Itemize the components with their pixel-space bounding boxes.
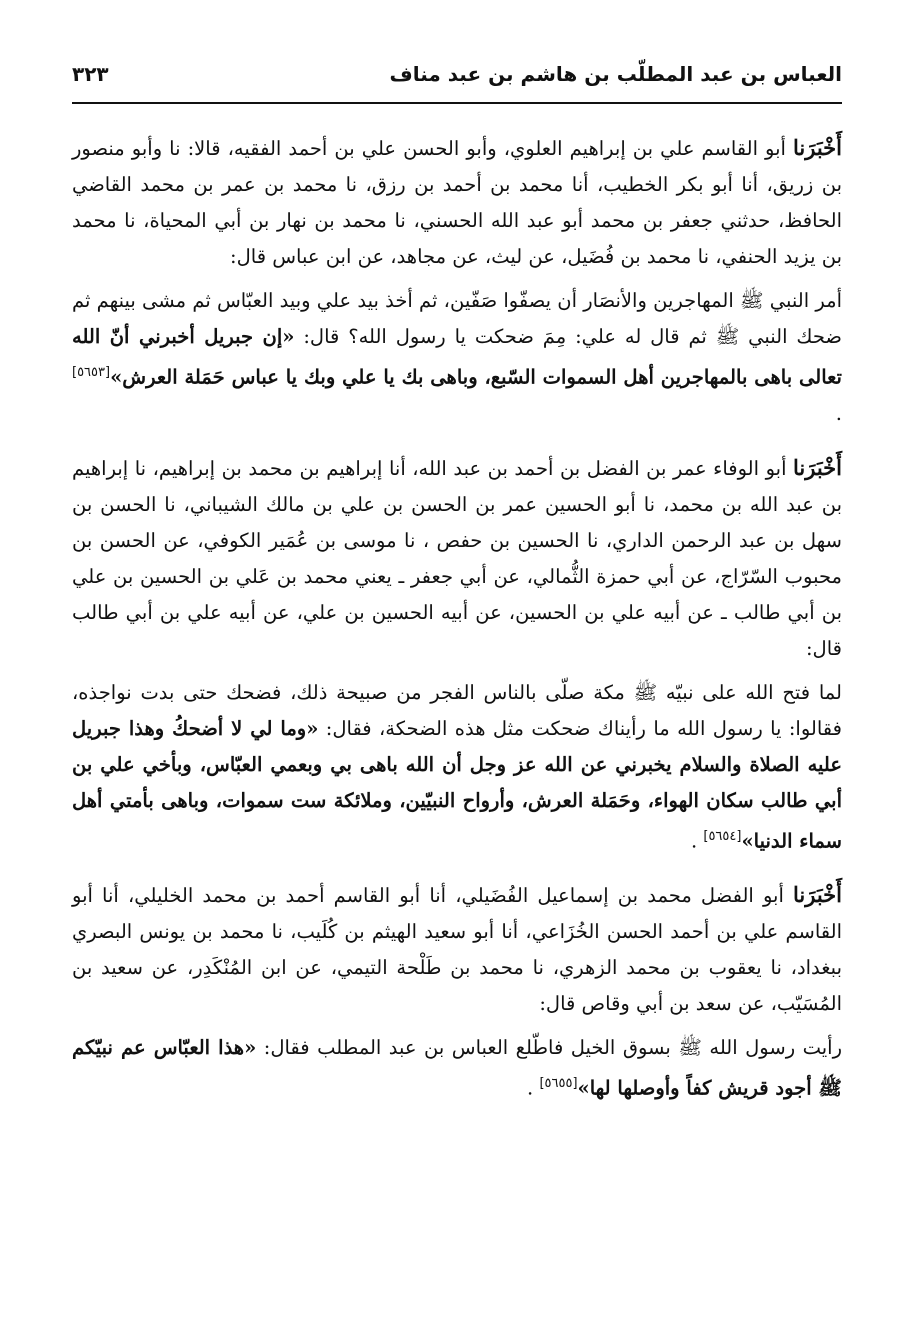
paragraph-text: أبو القاسم علي بن إبراهيم العلوي، وأبو الحسن علي بن أحمد الفقيه، قالا: نا وأبو منصور بن زريق، أنا أبو بكر الخطيب، أنا محمد بن أحمد بن رزق، نا محمد بن عمر بن محمد القاضي الحافظ، حدثني جعفر بن محمد أبو عبد الله الحسني، نا محمد بن نهار بن أبي المحياة، نا محمد بن يزيد الحنفي، نا محمد بن فُضَيل، عن ليث، عن مجاهد، عن ابن عباس قال:: [72, 137, 842, 268]
matn-paragraph: [72, 283, 842, 432]
lead-word: أَخْبَرَنا: [793, 135, 842, 160]
hadith-quote: «إن جبريل أخبرني أنّ الله تعالى باهى بالمهاجرين أهل السموات السّبع، وباهى بك يا علي وبك يا عباس حَمَلة العرش»: [72, 325, 842, 389]
paragraph-tail: .: [527, 1076, 540, 1100]
hadith-quote: «وما لي لا أضحكُ وهذا جبريل عليه الصلاة والسلام يخبرني عن الله عز وجل أن الله باهى بي وبعمي العبّاس، وبأخي علي بن أبي طالب سكان الهواء، وحَمَلة العرش، وأرواح النبيّين، وملائكة ست سموات، وباهى بأمتي أهل سماء الدنيا»: [72, 716, 842, 852]
matn-paragraph: [72, 1030, 842, 1107]
paragraph-tail: .: [690, 829, 704, 852]
reference-number: [٥٦٥٥]: [539, 1076, 578, 1091]
lead-word: أَخْبَرَنا: [793, 882, 842, 907]
running-title: العباس بن عبد المطلّب بن هاشم بن عبد مناف: [389, 62, 842, 86]
lead-word: أَخْبَرَنا: [793, 454, 842, 480]
page-body: [72, 130, 842, 1107]
paragraph-text: أبو الفضل محمد بن إسماعيل الفُضَيلي، أنا أبو القاسم أحمد بن محمد الخليلي، أنا أبو القاسم علي بن أحمد الحسن الخُزَاعي، أنا أبو سعيد الهيثم بن كُلَيب، نا محمد بن يونس البصري ببغداد، نا يعقوب بن محمد الزهري، نا محمد بن طَلْحة التيمي، عن ابن المُنْكَدِر، عن سعيد بن المُسَيّب، عن سعد بن أبي وقاص قال:: [72, 884, 842, 1015]
reference-number: [٥٦٥٣]: [72, 365, 111, 380]
matn-paragraph: [72, 675, 842, 860]
page-header: [72, 62, 842, 104]
paragraph-tail: .: [835, 401, 842, 425]
section-gap: [72, 440, 842, 450]
paragraph-text: أمر النبي ﷺ المهاجرين والأنصَار أن يصفّوا صَفّين، ثم أخذ بيد علي وبيد العبّاس ثم مشى بينهم ثم ضحك النبي ﷺ ثم قال له علي: مِمَ ضحكت يا رسول الله؟ قال:: [72, 289, 842, 348]
paragraph-text: رأيت رسول الله ﷺ بسوق الخيل فاطّلع العباس بن عبد المطلب فقال:: [256, 1036, 842, 1059]
book-page: [72, 62, 842, 1115]
isnad-paragraph: [72, 877, 842, 1022]
paragraph-text: أبو الوفاء عمر بن الفضل بن أحمد بن عبد الله، أنا إبراهيم بن محمد بن إبراهيم، نا إبراهيم بن عبد الله بن محمد، نا أبو الحسين عمر بن الحسن بن علي بن مالك الشيباني، نا الحسن بن سهل بن عبد الرحمن الداري، نا الحسين بن حفص ، نا موسى بن عُمَير الكوفي، عن الحسن بن محبوب السّرّاج، عن أبي حمزة الثُّمالي، عن أبي جعفر ـ يعني محمد بن عَلي بن الحسين بن علي بن أبي طالب ـ عن أبيه علي بن الحسين، عن أبيه الحسين بن علي، عن أبيه علي بن أبي طالب قال:: [72, 456, 842, 660]
section-gap: [72, 867, 842, 877]
hadith-quote: «هذا العبّاس عم نبيّكم ﷺ أجود قريش كفاً وأوصلها لها»: [72, 1036, 842, 1100]
isnad-paragraph: [72, 450, 842, 667]
paragraph-text: لما فتح الله على نبيّه ﷺ مكة صلّى بالناس الفجر من صبيحة ذلك، فضحك حتى بدت نواجذه، فقالوا: يا رسول الله ما رأيناك ضحكت مثل هذه الضحكة، فقال:: [72, 680, 842, 740]
reference-number: [٥٦٥٤]: [703, 828, 742, 844]
isnad-paragraph: [72, 130, 842, 275]
page-number: ٣٢٣: [72, 62, 109, 86]
